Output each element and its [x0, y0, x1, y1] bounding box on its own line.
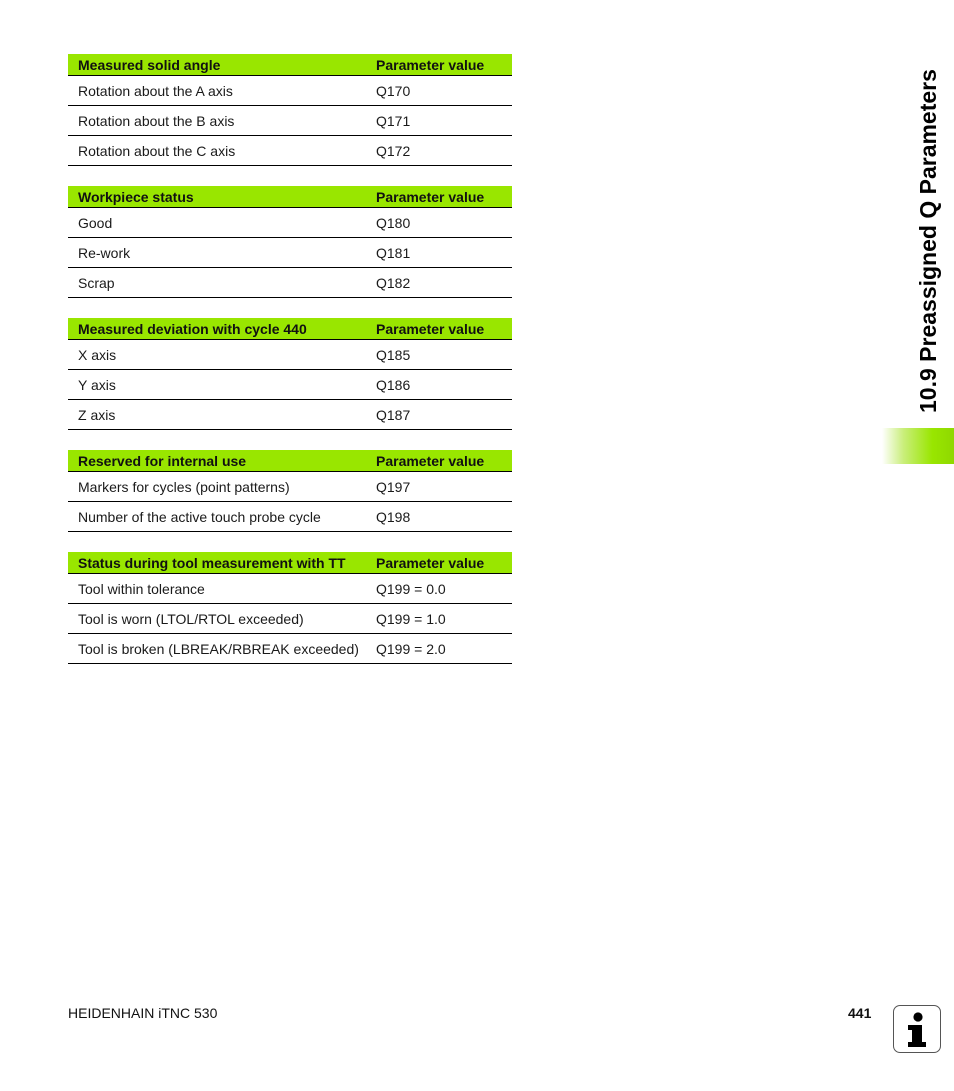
column-header-value: Parameter value: [367, 318, 512, 340]
table-row: [68, 340, 512, 370]
column-header-value: Parameter value: [367, 450, 512, 472]
row-label: Tool within tolerance: [68, 574, 367, 604]
column-header-name: Status during tool measurement with TT: [68, 552, 367, 574]
table-measured-deviation: [68, 318, 512, 430]
chapter-tab-marker: [882, 428, 954, 464]
row-label: Z axis: [68, 400, 367, 430]
row-label: X axis: [68, 340, 367, 370]
table-row: [68, 370, 512, 400]
table-row: [68, 106, 512, 136]
row-label: Tool is worn (LTOL/RTOL exceeded): [68, 604, 367, 634]
row-label: Markers for cycles (point patterns): [68, 472, 367, 502]
row-value: Q199 = 1.0: [367, 604, 512, 634]
row-value: Q180: [367, 208, 512, 238]
row-label: Y axis: [68, 370, 367, 400]
row-label: Good: [68, 208, 367, 238]
table-measured-solid-angle: [68, 54, 512, 166]
footer-product: HEIDENHAIN iTNC 530: [68, 1005, 218, 1021]
table-row: [68, 268, 512, 298]
column-header-name: Measured solid angle: [68, 54, 367, 76]
table-header-row: [68, 318, 512, 340]
table-row: [68, 472, 512, 502]
table-reserved-internal: [68, 450, 512, 532]
row-value: Q187: [367, 400, 512, 430]
row-label: Rotation about the C axis: [68, 136, 367, 166]
table-row: [68, 136, 512, 166]
table-row: [68, 574, 512, 604]
row-value: Q186: [367, 370, 512, 400]
row-value: Q181: [367, 238, 512, 268]
table-row: [68, 604, 512, 634]
row-value: Q199 = 0.0: [367, 574, 512, 604]
row-label: Number of the active touch probe cycle: [68, 502, 367, 532]
column-header-value: Parameter value: [367, 186, 512, 208]
table-row: [68, 634, 512, 664]
table-header-row: [68, 450, 512, 472]
column-header-name: Reserved for internal use: [68, 450, 367, 472]
row-value: Q182: [367, 268, 512, 298]
table-workpiece-status: [68, 186, 512, 298]
table-row: [68, 238, 512, 268]
table-row: [68, 76, 512, 106]
table-row: [68, 502, 512, 532]
row-value: Q170: [367, 76, 512, 106]
row-label: Tool is broken (LBREAK/RBREAK exceeded): [68, 634, 367, 664]
table-row: [68, 400, 512, 430]
row-label: Rotation about the B axis: [68, 106, 367, 136]
row-value: Q185: [367, 340, 512, 370]
row-value: Q171: [367, 106, 512, 136]
chapter-title-text: 10.9 Preassigned Q Parameters: [915, 69, 941, 413]
table-row: [68, 208, 512, 238]
row-value: Q197: [367, 472, 512, 502]
column-header-name: Workpiece status: [68, 186, 367, 208]
table-tool-measurement-status: [68, 552, 512, 664]
parameter-tables: [68, 54, 512, 684]
row-value: Q199 = 2.0: [367, 634, 512, 664]
table-header-row: [68, 54, 512, 76]
column-header-name: Measured deviation with cycle 440: [68, 318, 367, 340]
row-value: Q172: [367, 136, 512, 166]
column-header-value: Parameter value: [367, 54, 512, 76]
row-label: Re-work: [68, 238, 367, 268]
info-icon: [893, 1005, 941, 1053]
column-header-value: Parameter value: [367, 552, 512, 574]
row-value: Q198: [367, 502, 512, 532]
row-label: Rotation about the A axis: [68, 76, 367, 106]
row-label: Scrap: [68, 268, 367, 298]
table-header-row: [68, 552, 512, 574]
page-number: 441: [848, 1005, 872, 1021]
chapter-side-title: [883, 0, 943, 440]
table-header-row: [68, 186, 512, 208]
